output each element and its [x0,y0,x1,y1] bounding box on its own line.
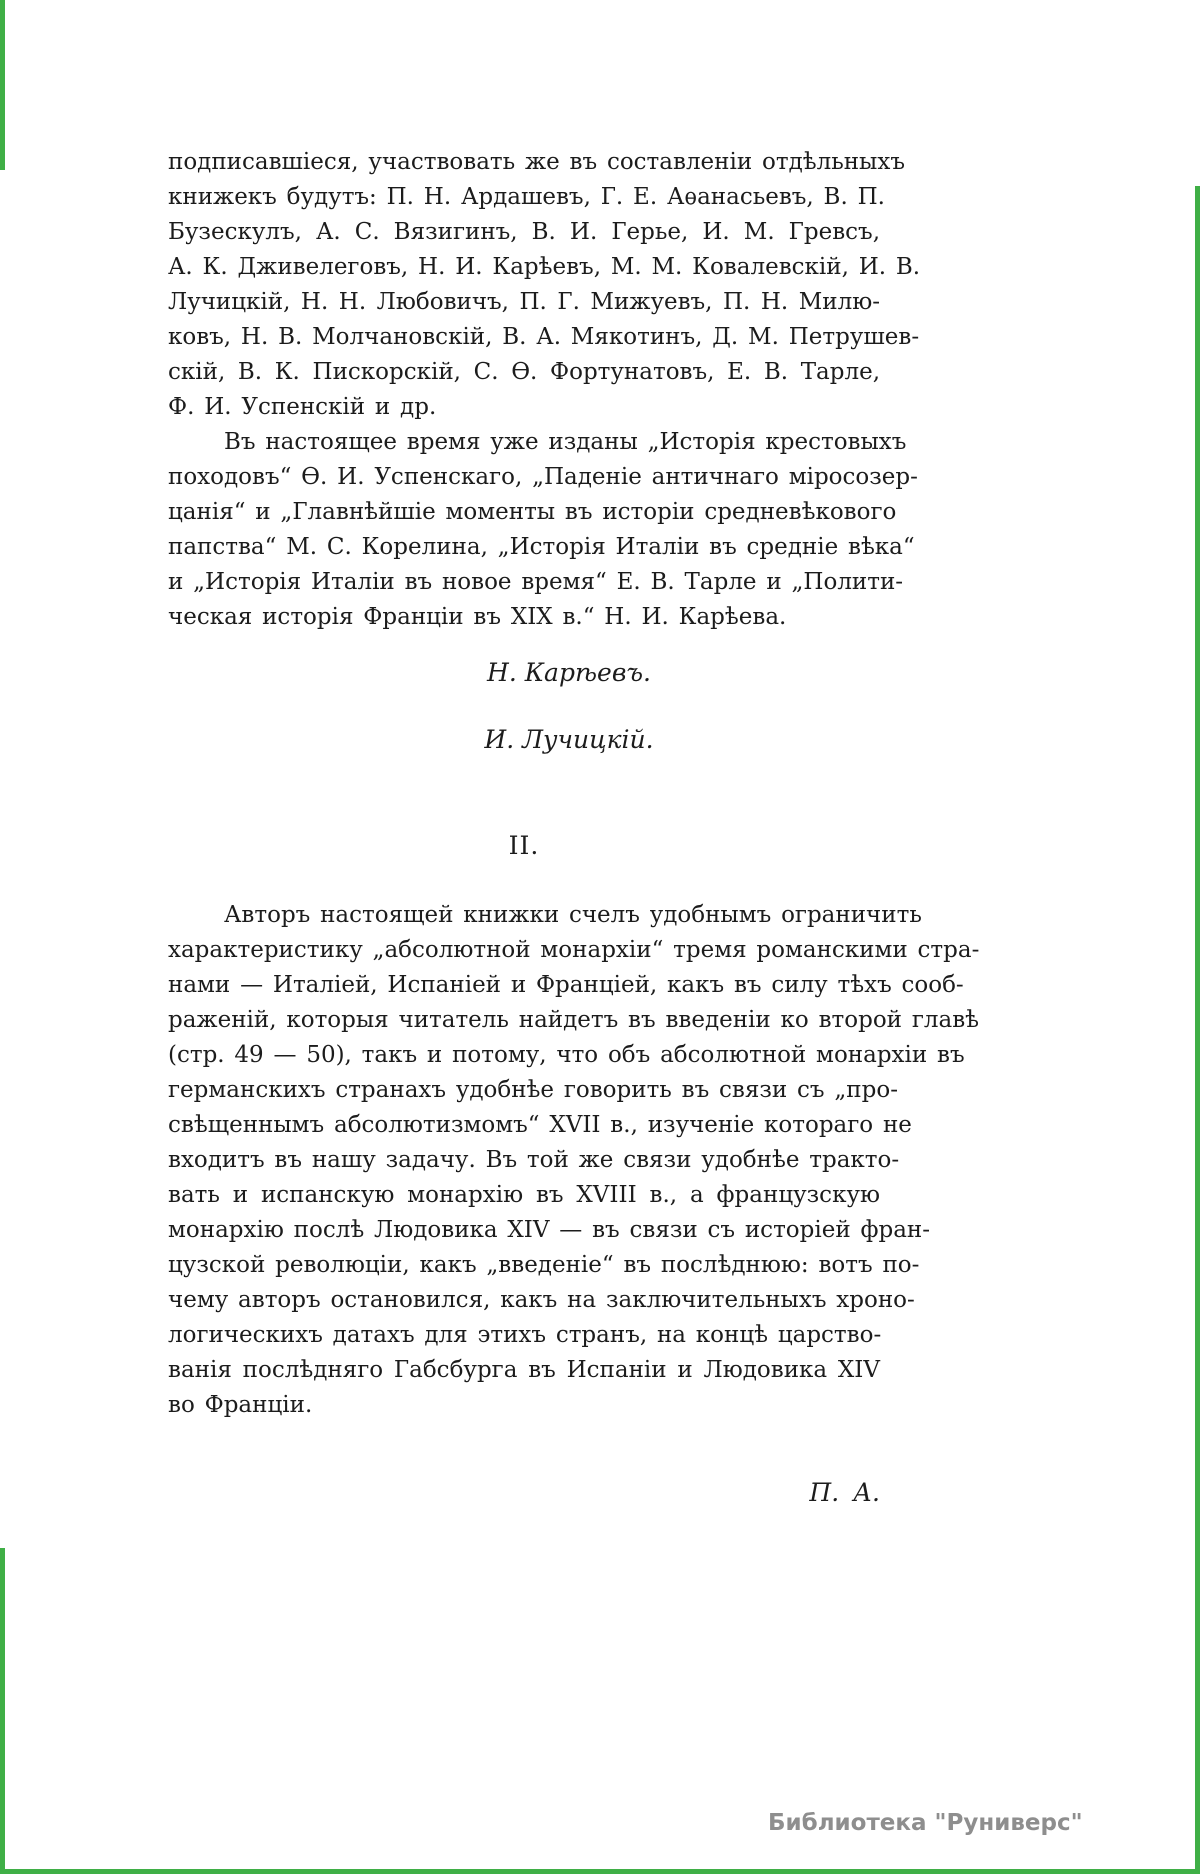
text-line: папства“ М. С. Корелина, „Исторія Италіи въ средніе вѣка“ [168,534,915,560]
text-line: цузской революціи, какъ „введеніе“ въ послѣднюю: вотъ по- [168,1252,920,1278]
text-line: Авторъ настоящей книжки счелъ удобнымъ ограничить [224,902,922,928]
text-line: характеристику „абсолютной монархіи“ тремя романскими стра- [168,937,980,963]
text-line: монархію послѣ Людовика XIV — въ связи съ исторіей фран- [168,1217,931,1243]
section-heading: II. [508,831,540,860]
text-line: Въ настоящее время уже изданы „Исторія крестовыхъ [224,429,907,455]
text-line: раженій, которыя читатель найдетъ въ введеніи ко второй главѣ [168,1007,980,1033]
text-line: цанія“ и „Главнѣйшіе моменты въ исторіи средневѣкового [168,499,897,525]
text-line: свѣщеннымъ абсолютизмомъ“ XVII в., изученіе котораго не [168,1112,912,1138]
paragraph-published-works [168,425,918,635]
runivers-watermark: Библиотека "Руниверс" [768,1810,1083,1836]
text-line: германскихъ странахъ удобнѣе говорить въ связи съ „про- [168,1077,898,1103]
text-line: логическихъ датахъ для этихъ странъ, на концѣ царство- [168,1322,882,1348]
text-line: Бузескулъ, А. С. Вязигинъ, В. И. Герье, И. М. Гревсъ, [168,219,880,245]
text-line: Лучицкій, Н. Н. Любовичъ, П. Г. Мижуевъ, П. Н. Милю- [168,289,880,315]
text-line: подписавшіеся, участвовать же въ составленіи отдѣльныхъ [168,149,905,175]
green-border-left-bottom [0,1548,5,1874]
text-line: входитъ въ нашу задачу. Въ той же связи удобнѣе тракто- [168,1147,900,1173]
green-border-left-top [0,0,5,170]
text-line: ковъ, Н. В. Молчановскій, В. А. Мякотинъ, Д. М. Петрушев- [168,324,920,350]
paragraph-subscribers [168,145,921,425]
signature-luchitsky: И. Лучицкій. [484,725,654,754]
green-border-right [1195,186,1200,1874]
text-line: ванія послѣдняго Габсбурга въ Испаніи и Людовика XIV [168,1357,880,1383]
signature-kareev: Н. Карѣевъ. [487,658,651,687]
text-line: вать и испанскую монархію въ XVIII в., а французскую [168,1182,880,1208]
text-line: во Франціи. [168,1392,313,1418]
paragraph-author-note [168,898,980,1423]
text-line: нами — Италіей, Испаніей и Франціей, какъ въ силу тѣхъ сооб- [168,972,964,998]
text-line: чему авторъ остановился, какъ на заключительныхъ хроно- [168,1287,915,1313]
text-line: книжекъ будутъ: П. Н. Ардашевъ, Г. Е. Аѳанасьевъ, В. П. [168,184,885,210]
text-line: скій, В. К. Пискорскій, С. Ѳ. Фортунатовъ, Е. В. Тарле, [168,359,880,385]
text-line: походовъ“ Ѳ. И. Успенскаго, „Паденіе античнаго міросозер- [168,464,918,490]
text-line: ческая исторія Франціи въ XIX в.“ Н. И. Карѣева. [168,604,787,630]
text-line: и „Исторія Италіи въ новое время“ Е. В. Тарле и „Полити- [168,569,904,595]
closing-initials: П. А. [809,1478,880,1507]
text-line: Ф. И. Успенскій и др. [168,394,437,420]
text-line: А. К. Дживелеговъ, Н. И. Карѣевъ, М. М. Ковалевскій, И. В. [168,254,921,280]
text-line: (стр. 49 — 50), такъ и потому, что объ абсолютной монархіи въ [168,1042,965,1068]
